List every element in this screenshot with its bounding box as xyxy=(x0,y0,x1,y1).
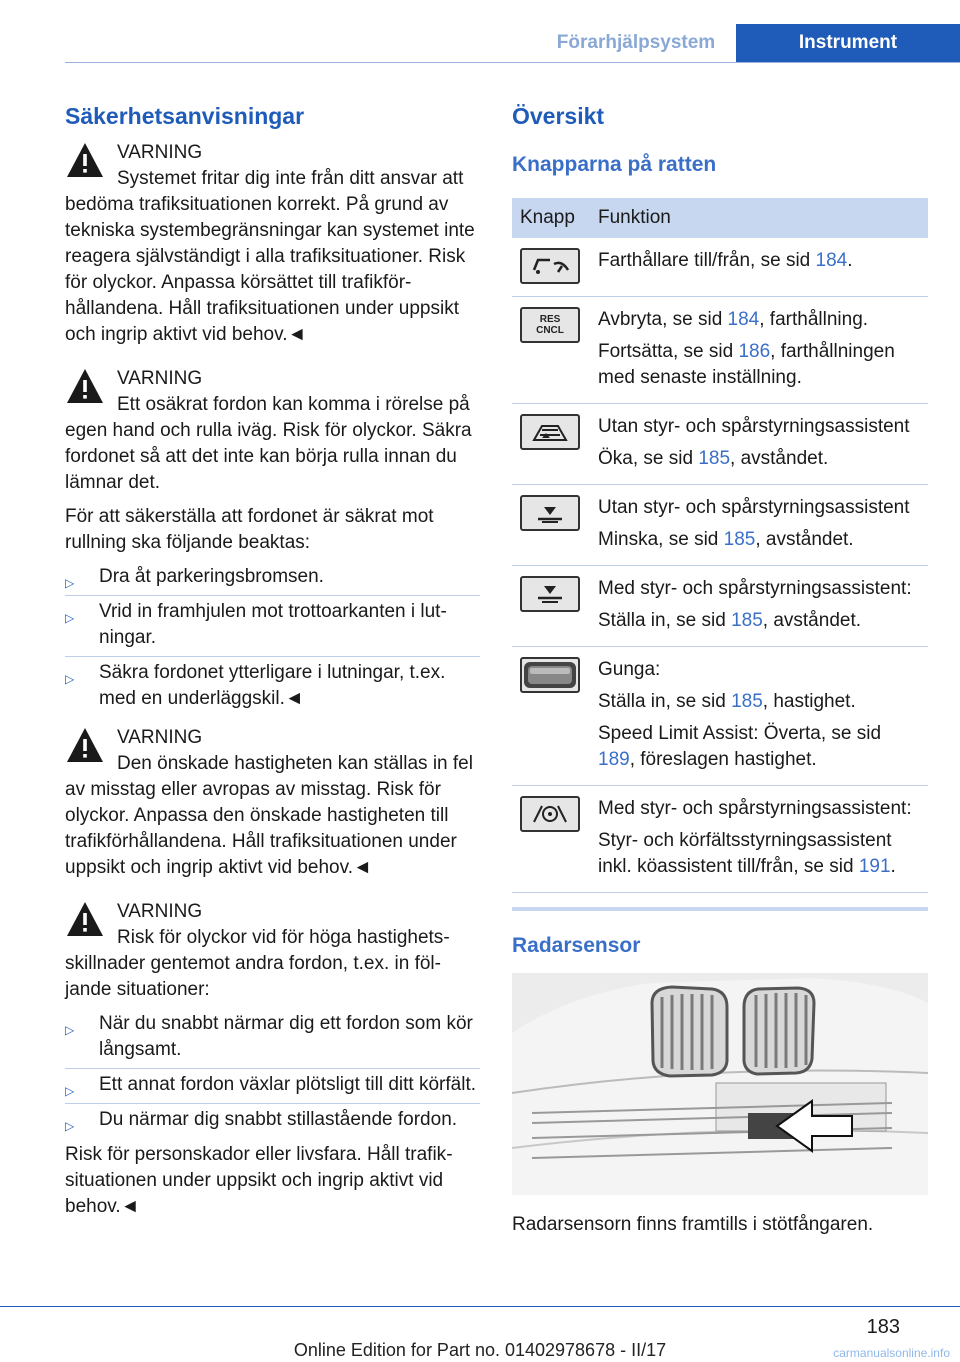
function-text: Ställa in, se sid xyxy=(598,610,732,631)
warning-triangle-icon xyxy=(65,140,105,180)
function-line xyxy=(598,446,920,472)
table-row xyxy=(512,566,928,647)
header-chapter-tab: Instrument xyxy=(736,24,960,62)
header-section-tab: Förarhjälpsystem xyxy=(556,32,716,53)
function-cell xyxy=(590,238,928,297)
warning-triangle-icon xyxy=(65,899,105,939)
function-line xyxy=(598,721,920,773)
function-text: . xyxy=(847,250,853,271)
function-text: Avbryta, se sid xyxy=(598,309,728,330)
function-cell xyxy=(590,297,928,404)
warning-text: Risk för olyckor vid för höga hastighetsskillnader gentemot andra fordon, t.ex. in följande situationer: xyxy=(65,927,450,1000)
bullet-arrow-icon: ▷ xyxy=(65,611,75,625)
bullet-arrow-icon: ▷ xyxy=(65,672,75,686)
safety-heading: Säkerhetsanvisningar xyxy=(65,103,305,129)
edition-label: Online Edition for Part no. 01402978678 - II/17 xyxy=(293,1340,667,1360)
key-label: RES xyxy=(539,314,561,325)
function-line xyxy=(598,796,920,822)
risk-paragraph: Risk för personskador eller livsfara. Håll trafiksituationen under uppsikt och ingrip aktivt vid behov.◄ xyxy=(65,1144,453,1217)
function-cell xyxy=(590,647,928,786)
table-row xyxy=(512,786,928,893)
function-line xyxy=(598,495,920,521)
list-item-text: Säkra fordonet ytterligare i lutningar, t.ex. med en underläggskil.◄ xyxy=(99,662,446,709)
page-link[interactable]: 185 xyxy=(723,529,756,550)
list-item xyxy=(65,596,480,657)
function-text: , avståndet. xyxy=(730,448,829,469)
function-text: , avståndet. xyxy=(755,529,854,550)
column-header-key: Knapp xyxy=(512,198,590,238)
list-item-text: Du närmar dig snabbt stillastående fordon. xyxy=(99,1109,458,1130)
list-item-text: Ett annat fordon växlar plötsligt till ditt körfält. xyxy=(99,1074,477,1095)
right-column xyxy=(512,100,928,1238)
function-cell xyxy=(590,485,928,566)
list-item xyxy=(65,1008,480,1069)
key-cell xyxy=(512,404,590,485)
function-cell xyxy=(590,566,928,647)
warning-text: Ett osäkrat fordon kan komma i rörelse på egen hand och rulla iväg. Risk för olyckor. Säkra fordonet så att det inte kan börja rulla innan du lämnar det. xyxy=(65,394,472,493)
function-text: , hastighet. xyxy=(762,691,856,712)
key-cell xyxy=(512,238,590,297)
key-cell xyxy=(512,786,590,893)
cruise-toggle-icon xyxy=(520,248,580,284)
function-text: Minska, se sid xyxy=(598,529,724,550)
left-column xyxy=(65,100,480,1220)
function-text: Ställa in, se sid xyxy=(598,691,732,712)
function-text: . xyxy=(890,856,896,877)
function-text: Utan styr- och spårstyrningsassistent xyxy=(598,416,910,437)
function-line xyxy=(598,414,920,440)
function-line xyxy=(598,657,920,683)
page-link[interactable]: 191 xyxy=(858,856,891,877)
rolling-paragraph: För att säkerställa att fordonet är säkrat mot rullning ska följande beaktas: xyxy=(65,506,434,553)
radar-sensor-photo xyxy=(512,973,928,1195)
function-cell xyxy=(590,404,928,485)
column-header-function: Funktion xyxy=(590,198,928,238)
table-row xyxy=(512,404,928,485)
warning-triangle-icon xyxy=(65,725,105,765)
table-row xyxy=(512,647,928,786)
warning-block-1 xyxy=(65,140,480,348)
warning-triangle-icon xyxy=(65,366,105,406)
key-cell xyxy=(512,566,590,647)
page-number: 183 xyxy=(866,1316,900,1338)
list-item-text: Vrid in framhjulen mot trottoarkanten i lutningar. xyxy=(99,601,447,648)
page-link[interactable]: 185 xyxy=(731,691,763,712)
function-text: Farthållare till/från, se sid xyxy=(598,250,816,271)
page-link[interactable]: 184 xyxy=(815,250,848,271)
warning-label: VARNING xyxy=(117,368,203,389)
warning-text: Den önskade hastigheten kan ställas in fel av misstag eller avropas av misstag. Risk för olyckor. Anpassa den önskade hastigheten till trafikförhållandena. Håll trafiksituationen under uppsikt och ingrip aktivt vid behov.◄ xyxy=(65,753,473,878)
bullet-arrow-icon: ▷ xyxy=(65,1023,75,1037)
function-text: Med styr- och spårstyrningsassistent: xyxy=(598,798,912,819)
page-link[interactable]: 184 xyxy=(727,309,760,330)
function-text: Gunga: xyxy=(598,659,661,680)
function-text: , föreslagen hastighet. xyxy=(629,749,817,770)
function-cell xyxy=(590,786,928,893)
key-cell xyxy=(512,297,590,404)
list-item xyxy=(65,1104,480,1138)
list-item xyxy=(65,1069,480,1104)
page-link[interactable]: 185 xyxy=(731,610,763,631)
function-line xyxy=(598,828,920,880)
radar-heading: Radarsensor xyxy=(512,934,641,957)
page-link[interactable]: 189 xyxy=(598,749,630,770)
section-rule xyxy=(512,907,928,911)
watermark: carmanualsonline.info xyxy=(833,1346,950,1360)
function-text: , avståndet. xyxy=(762,610,862,631)
bullet-arrow-icon: ▷ xyxy=(65,576,75,590)
table-row xyxy=(512,485,928,566)
warning-block-4 xyxy=(65,899,480,1003)
function-text: Öka, se sid xyxy=(598,448,699,469)
function-text: Fortsätta, se sid xyxy=(598,341,739,362)
buttons-table xyxy=(512,198,928,893)
function-text: Styr- och körfältsstyrningsassistent inkl. köassistent till/från, se sid xyxy=(598,830,892,877)
list-item xyxy=(65,561,480,596)
warning-block-3 xyxy=(65,725,480,881)
buttons-subheading: Knapparna på ratten xyxy=(512,153,717,176)
footer-rule xyxy=(0,1306,960,1307)
radar-caption: Radarsensorn finns framtills i stötfångaren. xyxy=(512,1214,874,1235)
situation-list xyxy=(65,1008,480,1138)
rocker-switch-icon xyxy=(520,657,580,693)
page-link[interactable]: 186 xyxy=(738,341,771,362)
function-text: Utan styr- och spårstyrningsassistent xyxy=(598,497,910,518)
function-text: Speed Limit Assist: Överta, se sid xyxy=(598,723,882,744)
warning-block-2 xyxy=(65,366,480,496)
table-header-row xyxy=(512,198,928,238)
function-line xyxy=(598,576,920,602)
list-item-text: När du snabbt närmar dig ett fordon som kör långsamt. xyxy=(99,1013,473,1060)
list-item-text: Dra åt parkeringsbromsen. xyxy=(99,566,324,587)
function-line xyxy=(598,527,920,553)
distance-decrease-icon xyxy=(520,495,580,531)
bullet-arrow-icon: ▷ xyxy=(65,1119,75,1133)
function-line xyxy=(598,689,920,715)
function-text: , farthållningen med senaste inställning. xyxy=(598,341,895,388)
function-text: Med styr- och spårstyrningsassistent: xyxy=(598,578,912,599)
overview-heading: Översikt xyxy=(512,103,605,129)
key-cell xyxy=(512,647,590,786)
res-cncl-icon xyxy=(520,307,580,343)
function-text: , farthållning. xyxy=(759,309,869,330)
rolling-list xyxy=(65,561,480,717)
function-line xyxy=(598,339,920,391)
header-rule xyxy=(65,62,960,63)
function-line xyxy=(598,608,920,634)
distance-increase-icon xyxy=(520,414,580,450)
warning-label: VARNING xyxy=(117,901,203,922)
table-row xyxy=(512,238,928,297)
function-line xyxy=(598,248,920,274)
distance-set-icon xyxy=(520,576,580,612)
key-cell xyxy=(512,485,590,566)
steering-assist-icon xyxy=(520,796,580,832)
page-link[interactable]: 185 xyxy=(698,448,731,469)
warning-text: Systemet fritar dig inte från ditt ansvar att bedöma trafiksituationen korrekt. På grund av tekniska systembegränsningar kan systemet inte reagera självständigt i alla trafiksituationer. Risk för olyckor. Anpassa körsättet till trafikförhållandena. Håll trafiksituationen under uppsikt och ingrip aktivt vid behov.◄ xyxy=(65,168,475,345)
key-label: CNCL xyxy=(536,325,564,336)
list-item xyxy=(65,657,480,717)
warning-label: VARNING xyxy=(117,142,203,163)
bullet-arrow-icon: ▷ xyxy=(65,1084,75,1098)
warning-label: VARNING xyxy=(117,727,203,748)
function-line xyxy=(598,307,920,333)
table-row xyxy=(512,297,928,404)
